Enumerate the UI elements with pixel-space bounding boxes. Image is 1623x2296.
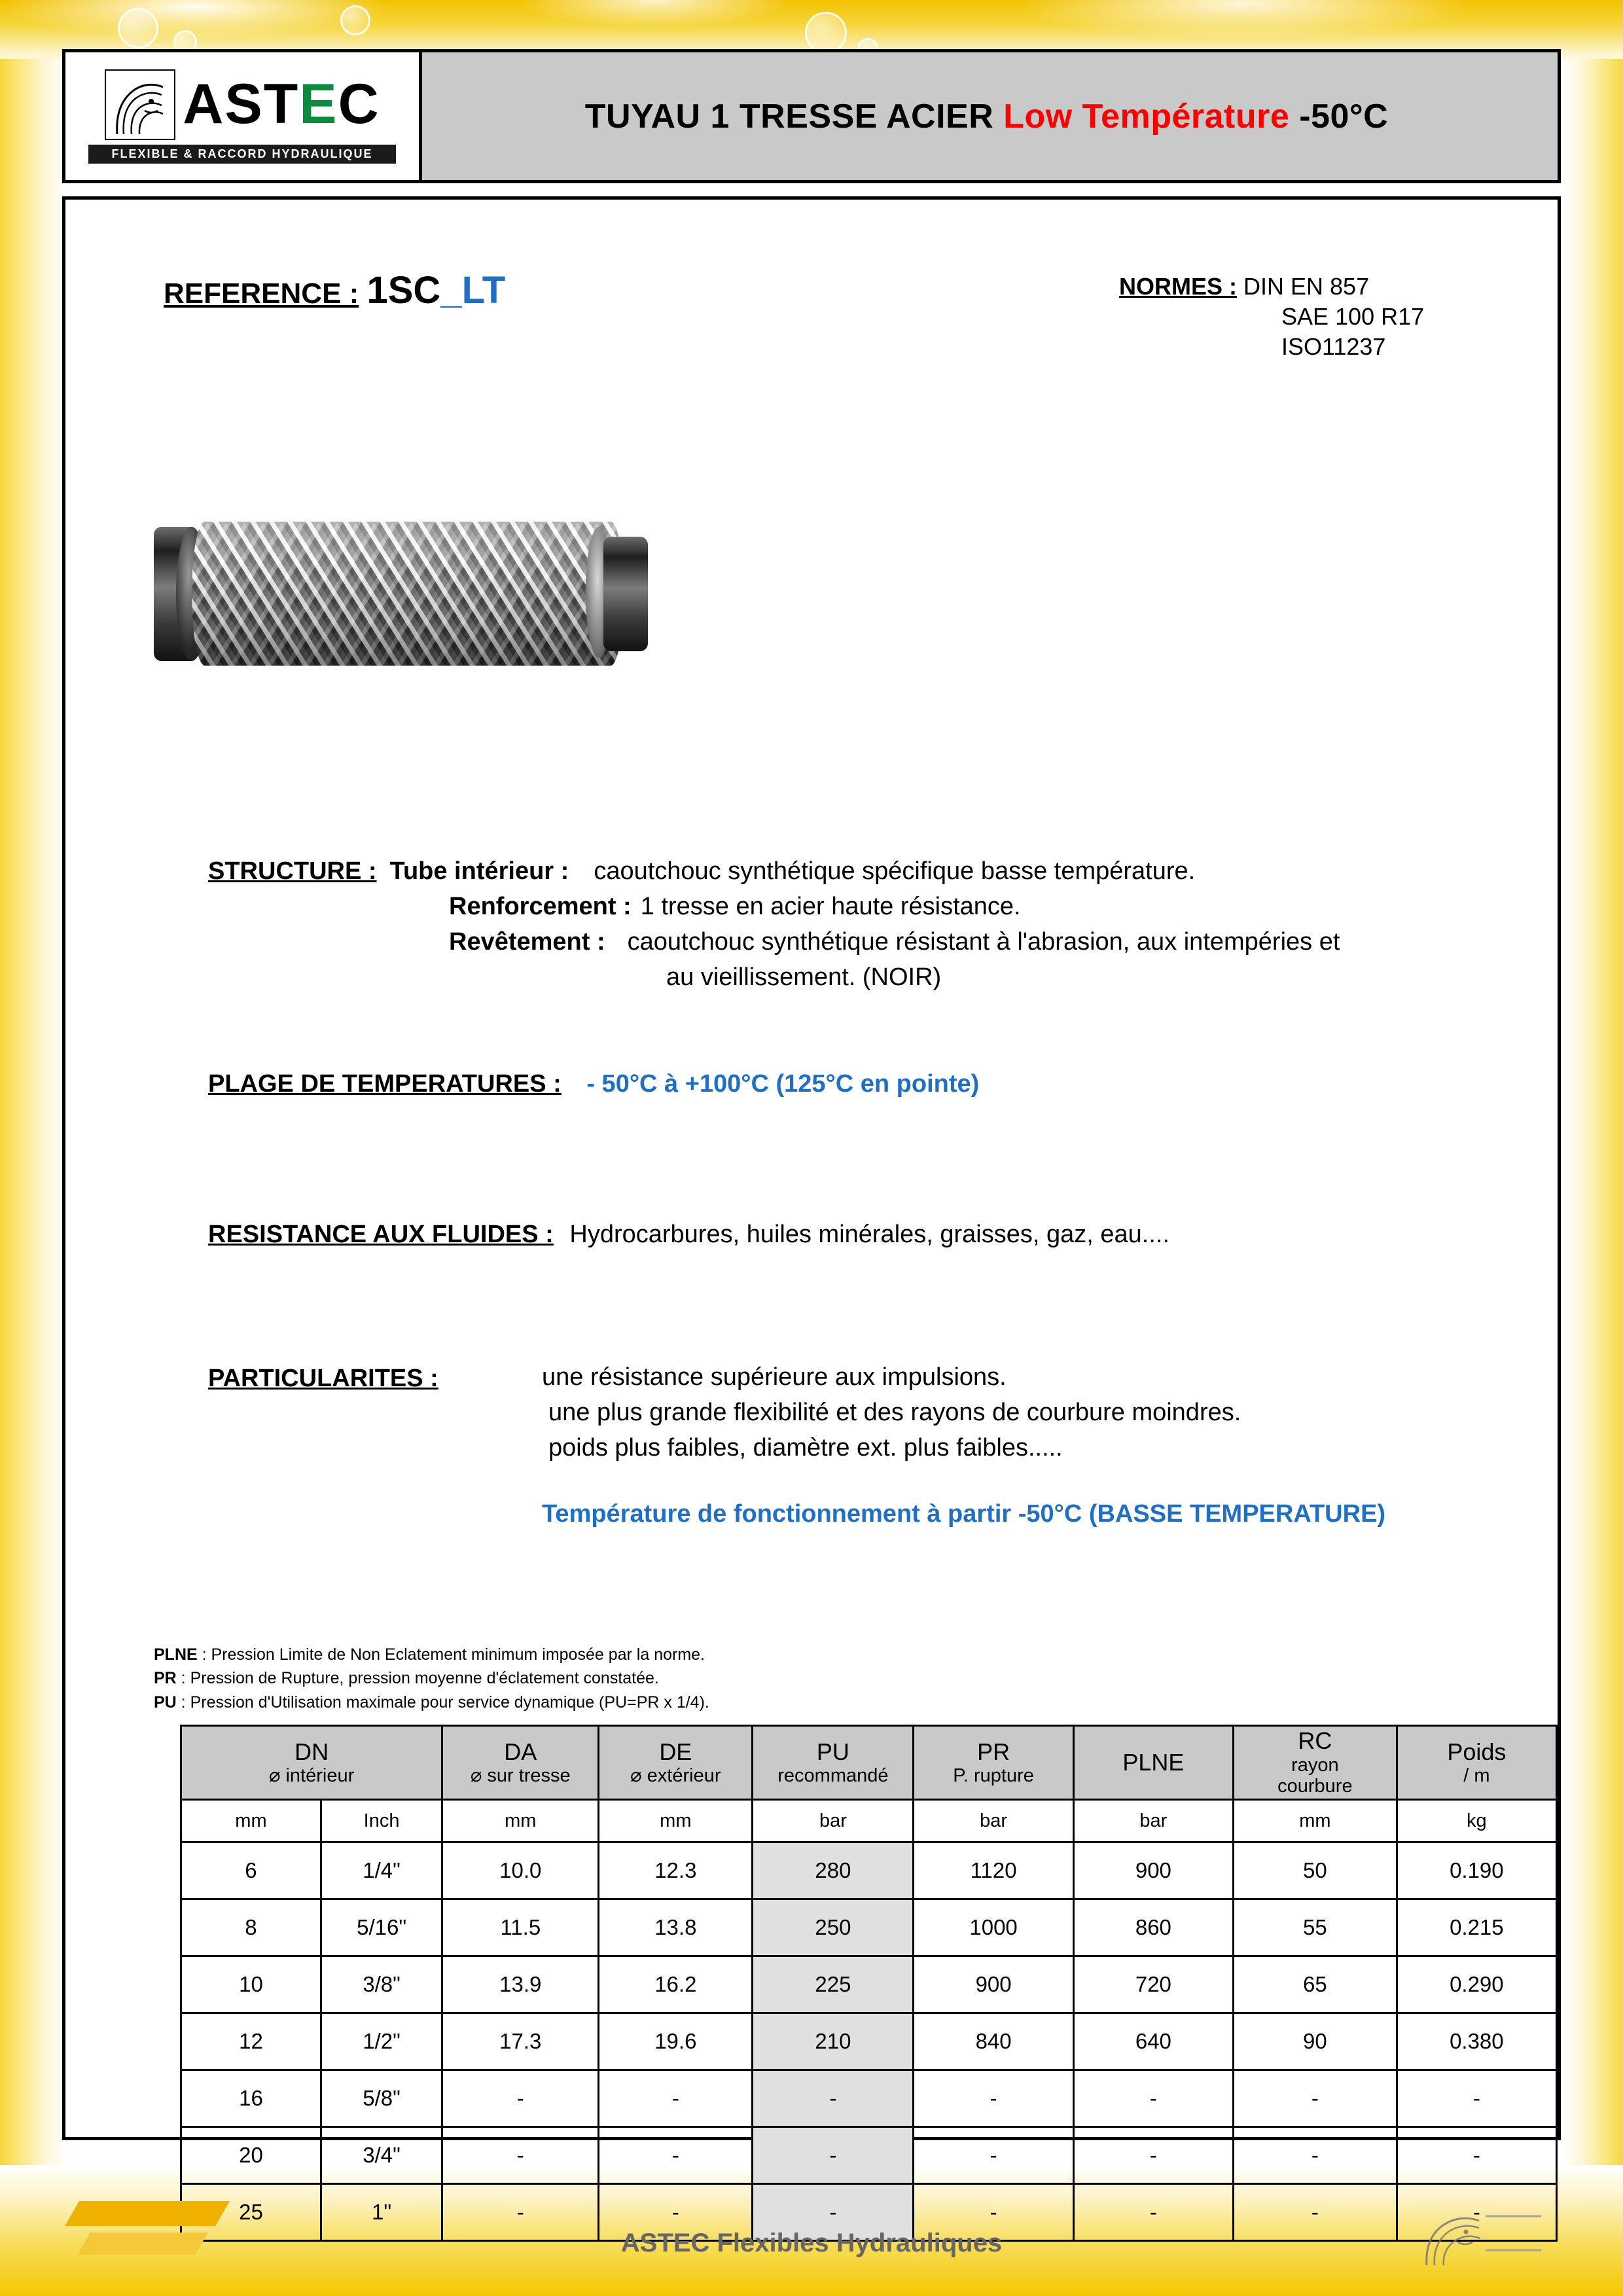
table-cell: 13.8 xyxy=(599,1899,753,1956)
header-title-3: PU xyxy=(816,1738,849,1765)
table-cell: 50 xyxy=(1234,1842,1397,1899)
page-title-red: Low Température xyxy=(1003,97,1290,135)
hose-braid-shading xyxy=(192,522,624,666)
document-page xyxy=(62,49,1561,2224)
unit-cell: bar xyxy=(753,1800,914,1842)
document-body xyxy=(62,196,1561,2224)
table-cell: - xyxy=(753,2070,914,2127)
page-title xyxy=(422,97,1558,136)
reference-line xyxy=(164,268,505,312)
table-cell: 0.190 xyxy=(1397,1842,1556,1899)
particularites-line: une plus grande flexibilité et des rayons de courbure moindres. xyxy=(548,1398,1241,1426)
structure-key-0: Tube intérieur : xyxy=(389,857,569,885)
legend-line xyxy=(154,1666,709,1690)
logo-wordmark xyxy=(183,73,380,136)
table-header-cell-da xyxy=(442,1726,599,1800)
unit-cell: Inch xyxy=(321,1800,442,1842)
table-cell: 250 xyxy=(753,1899,914,1956)
table-cell: - xyxy=(1234,2184,1397,2241)
table-cell: 16.2 xyxy=(599,1956,753,2013)
bubble-decoration xyxy=(118,8,158,48)
normes-item-0: DIN EN 857 xyxy=(1243,273,1370,300)
table-cell: 210 xyxy=(753,2013,914,2070)
header-title-6: RC xyxy=(1298,1727,1332,1755)
table-cell: 8 xyxy=(181,1899,321,1956)
temperature-section xyxy=(208,1070,979,1098)
table-header-cell-de xyxy=(599,1726,753,1800)
legend-text: : Pression de Rupture, pression moyenne d'éclatement constatée. xyxy=(176,1669,659,1688)
normes-item-2: ISO11237 xyxy=(1281,333,1386,361)
normes-label: NORMES : xyxy=(1119,273,1237,300)
legend-abbr: PU xyxy=(154,1693,177,1712)
unit-cell: bar xyxy=(1073,1800,1233,1842)
header-title-4: PR xyxy=(977,1738,1010,1765)
legend-text: : Pression d'Utilisation maximale pour service dynamique (PU=PR x 1/4). xyxy=(176,1693,709,1712)
table-cell: - xyxy=(1397,2184,1556,2241)
unit-cell: mm xyxy=(599,1800,753,1842)
table-cell: 10.0 xyxy=(442,1842,599,1899)
table-cell: - xyxy=(1397,2127,1556,2184)
page-title-main: TUYAU 1 TRESSE ACIER xyxy=(584,97,1004,135)
reference-value xyxy=(366,269,505,312)
table-cell: - xyxy=(599,2184,753,2241)
logo-tagline: FLEXIBLE & RACCORD HYDRAULIQUE xyxy=(88,145,396,164)
legend-abbr: PR xyxy=(154,1669,177,1688)
table-cell: 5/8" xyxy=(321,2070,442,2127)
structure-value-1: 1 tresse en acier haute résistance. xyxy=(640,892,1021,920)
structure-value-2: caoutchouc synthétique résistant à l'abrasion, aux intempéries et xyxy=(627,927,1340,956)
table-cell: 90 xyxy=(1234,2013,1397,2070)
table-row xyxy=(181,2070,1557,2127)
table-legend xyxy=(154,1643,709,1714)
table-cell: - xyxy=(914,2184,1073,2241)
table-header-cell-rc xyxy=(1234,1726,1397,1800)
table-cell: - xyxy=(1234,2127,1397,2184)
reference-value-base: 1SC xyxy=(366,269,441,312)
right-decoration-band xyxy=(1561,59,1623,2179)
header-sub-7: / m xyxy=(1463,1765,1490,1786)
table-cell: 720 xyxy=(1073,1956,1233,2013)
table-cell: - xyxy=(1073,2070,1233,2127)
table-cell: - xyxy=(1397,2070,1556,2127)
legend-text: : Pression Limite de Non Eclatement minimum imposée par la norme. xyxy=(197,1645,705,1664)
table-cell: 5/16" xyxy=(321,1899,442,1956)
table-cell: - xyxy=(1234,2070,1397,2127)
table-cell: 10 xyxy=(181,1956,321,2013)
structure-row xyxy=(208,925,1340,960)
table-row xyxy=(181,2013,1557,2070)
table-cell: 900 xyxy=(1073,1842,1233,1899)
page-title-tail: -50°C xyxy=(1289,97,1389,135)
header-title-7: Poids xyxy=(1447,1738,1507,1765)
table-cell: - xyxy=(753,2184,914,2241)
header-title-2: DE xyxy=(659,1738,692,1765)
table-header-cell-dn xyxy=(181,1726,442,1800)
particularites-note: Température de fonctionnement à partir -50°C (BASSE TEMPERATURE) xyxy=(542,1499,1386,1528)
header-sub-4: P. rupture xyxy=(953,1765,1034,1786)
table-cell: 19.6 xyxy=(599,2013,753,2070)
table-cell: - xyxy=(442,2184,599,2241)
temperature-title: PLAGE DE TEMPERATURES : xyxy=(208,1070,562,1098)
table-cell: 1120 xyxy=(914,1842,1073,1899)
document-header xyxy=(62,49,1561,183)
table-row xyxy=(181,2127,1557,2184)
temperature-value: - 50°C à +100°C (125°C en pointe) xyxy=(586,1070,980,1098)
swoosh-bar-1 xyxy=(65,2201,230,2226)
bubble-decoration xyxy=(340,5,370,35)
structure-title-row xyxy=(208,854,1340,889)
structure-key-2: Revêtement : xyxy=(449,927,605,956)
structure-section xyxy=(208,854,1340,996)
footer-text: ASTEC Flexibles Hydrauliques xyxy=(620,2229,1003,2257)
unit-cell: mm xyxy=(1234,1800,1397,1842)
structure-key-1: Renforcement : xyxy=(449,892,632,920)
table-head xyxy=(181,1726,1557,1842)
header-sub-2: ⌀ extérieur xyxy=(630,1765,721,1786)
table-header-cell-plne xyxy=(1073,1726,1233,1800)
table-cell: 17.3 xyxy=(442,2013,599,2070)
header-sub-3: recommandé xyxy=(777,1765,889,1786)
table-cell: 3/8" xyxy=(321,1956,442,2013)
table-row xyxy=(181,1899,1557,1956)
table-cell: 0.290 xyxy=(1397,1956,1556,2013)
table-row xyxy=(181,1842,1557,1899)
table-cell: - xyxy=(599,2127,753,2184)
left-decoration-band xyxy=(0,59,69,2179)
reference-label: REFERENCE : xyxy=(164,278,359,310)
table-cell: 225 xyxy=(753,1956,914,2013)
fluids-section xyxy=(208,1221,1169,1249)
table-body xyxy=(181,1842,1557,2241)
table-units-row xyxy=(181,1800,1557,1842)
table-cell: - xyxy=(914,2070,1073,2127)
unit-cell: mm xyxy=(442,1800,599,1842)
table-cell: - xyxy=(442,2127,599,2184)
table-cell: 11.5 xyxy=(442,1899,599,1956)
astec-logo xyxy=(65,52,422,180)
table-cell: - xyxy=(442,2070,599,2127)
table-row xyxy=(181,1956,1557,2013)
logo-row xyxy=(104,69,380,141)
normes-item-1: SAE 100 R17 xyxy=(1281,303,1425,331)
normes-row xyxy=(1119,332,1424,362)
table-cell: 1" xyxy=(321,2184,442,2241)
unit-cell: mm xyxy=(181,1800,321,1842)
table-header-cell-pu xyxy=(753,1726,914,1800)
unit-cell: bar xyxy=(914,1800,1073,1842)
table-cell: - xyxy=(599,2070,753,2127)
particularites-line: poids plus faibles, diamètre ext. plus faibles..... xyxy=(548,1433,1063,1462)
table-header-row xyxy=(181,1726,1557,1800)
table-cell: - xyxy=(1073,2127,1233,2184)
table-cell: 16 xyxy=(181,2070,321,2127)
legend-line xyxy=(154,1643,709,1666)
header-sub-6: rayon courbure xyxy=(1277,1754,1353,1797)
table-cell: 900 xyxy=(914,1956,1073,2013)
hose-cuff-right xyxy=(603,537,648,651)
bubble-decoration xyxy=(805,12,847,54)
logo-text-a: ASTEC xyxy=(183,73,380,136)
table-cell: - xyxy=(1073,2184,1233,2241)
specifications-table xyxy=(180,1725,1558,2242)
table-cell: 840 xyxy=(914,2013,1073,2070)
header-title-1: DA xyxy=(504,1738,537,1765)
table-cell: - xyxy=(753,2127,914,2184)
table-cell: 0.380 xyxy=(1397,2013,1556,2070)
table-cell: 1000 xyxy=(914,1899,1073,1956)
table-cell: 55 xyxy=(1234,1899,1397,1956)
table-cell: 640 xyxy=(1073,2013,1233,2070)
fluids-value: Hydrocarbures, huiles minérales, graisses, gaz, eau.... xyxy=(569,1221,1170,1248)
particularites-section xyxy=(208,1365,1385,1528)
unit-cell: kg xyxy=(1397,1800,1556,1842)
header-sub-0: ⌀ intérieur xyxy=(268,1765,355,1786)
table-cell: 20 xyxy=(181,2127,321,2184)
particularites-line: une résistance supérieure aux impulsions. xyxy=(542,1363,1007,1391)
structure-row xyxy=(208,889,1340,925)
table-header-cell-poids xyxy=(1397,1726,1556,1800)
header-title-0: DN xyxy=(294,1738,329,1765)
table-cell: 25 xyxy=(181,2184,321,2241)
fluids-title: RESISTANCE AUX FLUIDES : xyxy=(208,1221,554,1248)
normes-row xyxy=(1119,272,1424,302)
reference-value-suffix: _LT xyxy=(440,269,506,312)
table-cell: 860 xyxy=(1073,1899,1233,1956)
table-header-cell-pr xyxy=(914,1726,1073,1800)
table-cell: 3/4" xyxy=(321,2127,442,2184)
structure-value-0: caoutchouc synthétique spécifique basse température. xyxy=(594,857,1196,885)
header-title-5: PLNE xyxy=(1122,1748,1185,1776)
table-cell: 65 xyxy=(1234,1956,1397,2013)
particularites-title: PARTICULARITES : xyxy=(208,1365,438,1392)
structure-title: STRUCTURE : xyxy=(208,857,377,885)
legend-abbr: PLNE xyxy=(154,1645,198,1664)
structure-value-3: au vieillissement. (NOIR) xyxy=(666,963,942,991)
footer-face-logo-icon xyxy=(1420,2203,1544,2269)
header-sub-1: ⌀ sur tresse xyxy=(470,1765,571,1786)
hose-product-image xyxy=(154,507,648,681)
table-cell: 1/2" xyxy=(321,2013,442,2070)
table-cell: 13.9 xyxy=(442,1956,599,2013)
table-cell: 0.215 xyxy=(1397,1899,1556,1956)
table-cell: 12.3 xyxy=(599,1842,753,1899)
face-logo-icon xyxy=(104,69,176,141)
table-cell: 12 xyxy=(181,2013,321,2070)
legend-line xyxy=(154,1691,709,1714)
table-cell: 280 xyxy=(753,1842,914,1899)
normes-block xyxy=(1119,272,1424,362)
table-cell: 1/4" xyxy=(321,1842,442,1899)
normes-row xyxy=(1119,302,1424,332)
table-cell: - xyxy=(914,2127,1073,2184)
structure-row xyxy=(208,960,1340,996)
table-cell: 6 xyxy=(181,1842,321,1899)
